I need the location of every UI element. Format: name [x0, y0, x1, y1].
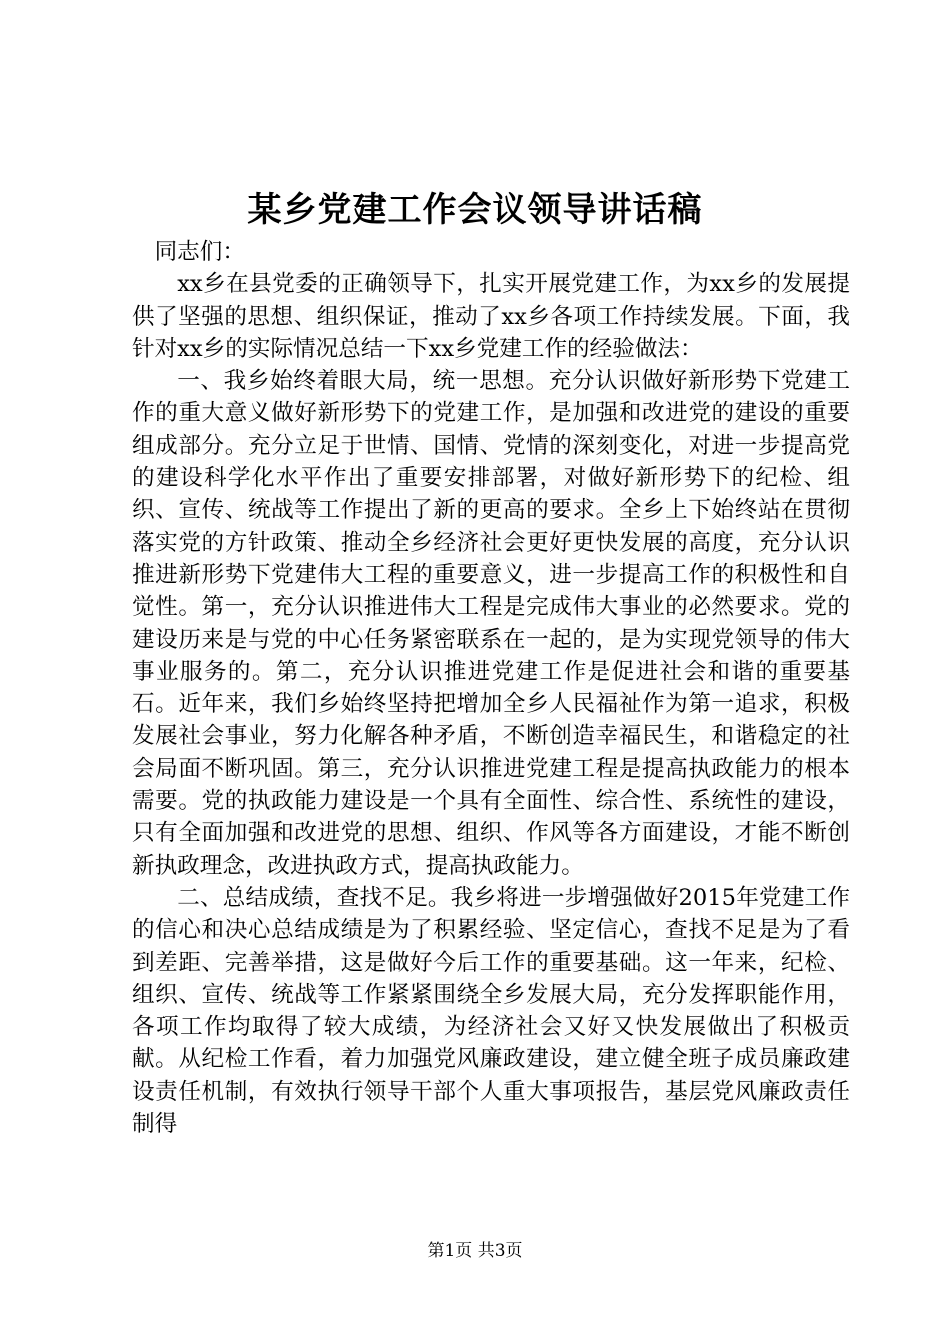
- salutation: 同志们：: [154, 239, 245, 265]
- document-title: 某乡党建工作会议领导讲话稿: [247, 190, 703, 230]
- body-paragraph-section-1: 一、我乡始终着眼大局，统一思想。充分认识做好新形势下党建工作的重大意义做好新形势下的党建工作，是加强和改进党的建设的重要组成部分。充分立足于世情、国情、党情的深刻变化，对进一步提高党的建设科学化水平作出了重要安排部署，对做好新形势下的纪检、组织、宣传、统战等工作提出了新的更高的要求。全乡上下始终站在贯彻落实党的方针政策、推动全乡经济社会更好更快发展的高度，充分认识推进新形势下党建伟大工程的重要意义，进一步提高工作的积极性和自觉性。第一，充分认识推进伟大工程是完成伟大事业的必然要求。党的建设历来是与党的中心任务紧密联系在一起的，是为实现党领导的伟大事业服务的。第二，充分认识推进党建工作是促进社会和谐的重要基石。近年来，我们乡始终坚持把增加全乡人民福祉作为第一追求，积极发展社会事业，努力化解各种矛盾，不断创造幸福民生，和谐稳定的社会局面不断巩固。第三，充分认识推进党建工程是提高执政能力的根本需要。党的执政能力建设是一个具有全面性、综合性、系统性的建设，只有全面加强和改进党的思想、组织、作风等各方面建设，才能不断创新执政理念，改进执政方式，提高执政能力。: [132, 368, 850, 879]
- document-body: [132, 236, 850, 1140]
- body-paragraph-section-2: 二、总结成绩，查找不足。我乡将进一步增强做好2015年党建工作的信心和决心总结成绩是为了积累经验、坚定信心，查找不足是为了看到差距、完善举措，这是做好今后工作的重要基础。这一年来，纪检、组织、宣传、统战等工作紧紧围绕全乡发展大局，充分发挥职能作用，各项工作均取得了较大成绩，为经济社会又好又快发展做出了积极贡献。从纪检工作看，着力加强党风廉政建设，建立健全班子成员廉政建设责任机制，有效执行领导干部个人重大事项报告，基层党风廉政责任制得: [132, 884, 850, 1138]
- body-paragraph-intro: xx乡在县党委的正确领导下，扎实开展党建工作，为xx乡的发展提供了坚强的思想、组织保证，推动了xx乡各项工作持续发展。下面，我针对xx乡的实际情况总结一下xx乡党建工作的经验做法：: [132, 271, 850, 362]
- page-number-footer: 第1页 共3页: [427, 1241, 523, 1261]
